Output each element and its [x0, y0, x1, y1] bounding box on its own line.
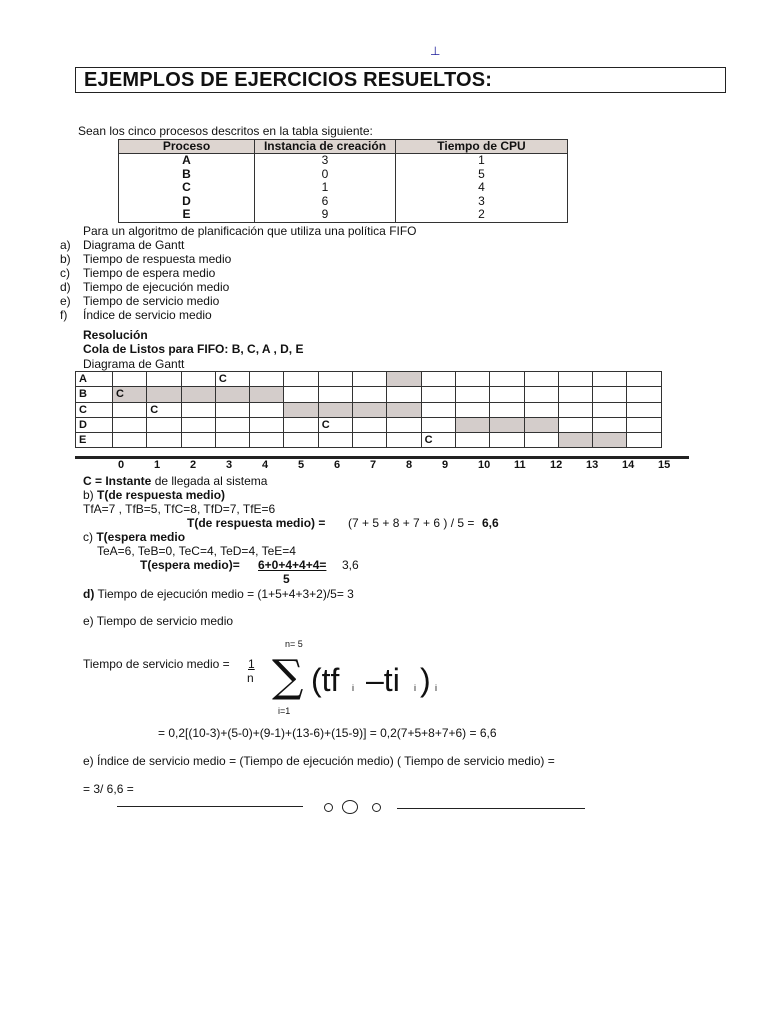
gantt-cell	[627, 433, 661, 448]
e-calc: = 0,2[(10-3)+(5-0)+(9-1)+(13-6)+(15-9)] = 0,2(7+5+8+7+6) = 6,6	[158, 726, 497, 740]
gantt-row	[76, 387, 662, 402]
gantt-cell	[524, 387, 558, 402]
gantt-axis-tick: 2	[190, 459, 197, 471]
e-lhs: Tiempo de servicio medio =	[83, 657, 230, 671]
gantt-cell	[215, 433, 249, 448]
gantt-cell	[113, 417, 147, 432]
gantt-execution-cell	[455, 417, 489, 432]
gantt-cell	[593, 402, 627, 417]
header-proceso: Proceso	[119, 140, 255, 154]
f-text: e) Índice de servicio medio = (Tiempo de ejecución medio) ( Tiempo de servicio medio) =	[83, 754, 555, 768]
b-values: TfA=7 , TfB=5, TfC=8, TfD=7, TfE=6	[83, 502, 276, 516]
process-table	[118, 139, 568, 223]
expr-open: (tf	[311, 662, 340, 698]
gantt-cell	[387, 417, 421, 432]
question-text: Tiempo de ejecución medio	[83, 280, 230, 294]
d-text: Tiempo de ejecución medio = (1+5+4+3+2)/5= 3	[94, 587, 354, 601]
footer-circle-small-right	[372, 803, 381, 812]
gantt-axis-tick: 15	[658, 459, 671, 471]
gantt-execution-cell	[490, 417, 524, 432]
gantt-row	[76, 433, 662, 448]
gantt-axis-tick: 0	[118, 459, 125, 471]
creation-instant-cell: 9	[255, 208, 396, 222]
expr-sub-i3: i	[435, 683, 437, 693]
question-text: Índice de servicio medio	[83, 308, 212, 322]
gantt-row-label: A	[76, 372, 113, 387]
gantt-axis-tick: 5	[298, 459, 305, 471]
gantt-cell	[353, 417, 387, 432]
gantt-cell	[250, 433, 284, 448]
gantt-cell	[353, 433, 387, 448]
gantt-cell	[593, 372, 627, 387]
title-box	[75, 67, 726, 93]
gantt-cell	[147, 433, 181, 448]
gantt-execution-cell	[524, 417, 558, 432]
gantt-arrival-mark: C	[318, 417, 352, 432]
gantt-cell	[490, 372, 524, 387]
legend-c	[83, 474, 267, 488]
gantt-cell	[284, 433, 318, 448]
gantt-cell	[387, 433, 421, 448]
b-heading	[83, 488, 225, 502]
e-title: e) Tiempo de servicio medio	[83, 614, 234, 628]
gantt-cell	[455, 402, 489, 417]
gantt-chart	[75, 371, 662, 448]
header-instancia: Instancia de creación	[255, 140, 396, 154]
gantt-cell	[147, 372, 181, 387]
gantt-cell	[147, 417, 181, 432]
process-table-row	[119, 168, 568, 182]
process-name-cell: A	[119, 154, 255, 168]
gantt-axis-tick: 7	[370, 459, 377, 471]
footer-circle-large	[342, 800, 358, 814]
expr-sub-i2: i	[414, 683, 416, 693]
gantt-cell	[421, 402, 455, 417]
gantt-cell	[558, 387, 592, 402]
c-values: TeA=6, TeB=0, TeC=4, TeD=4, TeE=4	[97, 544, 296, 558]
gantt-cell	[181, 402, 215, 417]
cpu-time-cell: 2	[396, 208, 568, 222]
gantt-cell	[181, 372, 215, 387]
gantt-execution-cell	[284, 402, 318, 417]
question-label: d)	[60, 280, 71, 294]
gantt-cell	[455, 433, 489, 448]
gantt-cell	[455, 387, 489, 402]
gantt-cell	[181, 433, 215, 448]
b-title: T(de respuesta medio)	[97, 488, 226, 502]
sigma-symbol: ∑	[272, 651, 304, 702]
gantt-cell	[284, 417, 318, 432]
gantt-cell	[250, 372, 284, 387]
gantt-axis-tick: 8	[406, 459, 413, 471]
gantt-cell	[593, 387, 627, 402]
d-line	[83, 587, 354, 601]
question-text: Tiempo de espera medio	[83, 266, 216, 280]
legend-c-bold: C = Instante	[83, 474, 152, 488]
d-label: d)	[83, 587, 95, 601]
footer-rule-right	[397, 808, 585, 809]
process-table-header	[119, 140, 568, 154]
gantt-row-label: E	[76, 433, 113, 448]
gantt-axis-tick: 13	[586, 459, 599, 471]
process-name-cell: C	[119, 181, 255, 195]
gantt-arrival-mark: C	[147, 402, 181, 417]
queue-line: Cola de Listos para FIFO: B, C, A , D, E	[83, 342, 304, 356]
question-text: Diagrama de Gantt	[83, 238, 185, 252]
gantt-cell	[387, 387, 421, 402]
gantt-axis-tick: 12	[550, 459, 563, 471]
gantt-cell	[558, 402, 592, 417]
gantt-cell	[421, 417, 455, 432]
gantt-row	[76, 402, 662, 417]
expr-sub-i1: i	[352, 683, 354, 693]
top-mark: ⊥	[430, 44, 441, 58]
gantt-axis-tick: 14	[622, 459, 635, 471]
gantt-cell	[113, 433, 147, 448]
gantt-cell	[353, 387, 387, 402]
gantt-row	[76, 417, 662, 432]
gantt-cell	[490, 402, 524, 417]
c-numerator: 6+0+4+4+4=	[258, 558, 327, 572]
sum-upper-limit: n= 5	[285, 639, 303, 649]
gantt-cell	[284, 387, 318, 402]
creation-instant-cell: 6	[255, 195, 396, 209]
gantt-execution-cell	[558, 433, 592, 448]
c-denominator: 5	[283, 572, 290, 586]
gantt-cell	[318, 387, 352, 402]
gantt-title: Diagrama de Gantt	[83, 357, 185, 371]
cpu-time-cell: 5	[396, 168, 568, 182]
header-tiempo-cpu: Tiempo de CPU	[396, 140, 568, 154]
process-table-row	[119, 154, 568, 168]
gantt-cell	[627, 387, 661, 402]
gantt-arrival-mark: C	[215, 372, 249, 387]
gantt-axis-tick: 9	[442, 459, 449, 471]
creation-instant-cell: 1	[255, 181, 396, 195]
gantt-arrival-mark: C	[421, 433, 455, 448]
c-heading	[83, 530, 185, 544]
question-label: e)	[60, 294, 71, 308]
cpu-time-cell: 3	[396, 195, 568, 209]
gantt-cell	[627, 402, 661, 417]
question-text: Tiempo de respuesta medio	[83, 252, 232, 266]
process-table-row	[119, 195, 568, 209]
question-label: a)	[60, 238, 71, 252]
creation-instant-cell: 3	[255, 154, 396, 168]
gantt-cell	[318, 433, 352, 448]
gantt-cell	[215, 417, 249, 432]
c-result: 3,6	[342, 558, 359, 572]
gantt-arrival-mark: C	[113, 387, 147, 402]
footer-rule-left	[117, 806, 303, 807]
fraction-n: n	[247, 671, 254, 685]
gantt-cell	[421, 372, 455, 387]
cpu-time-cell: 1	[396, 154, 568, 168]
gantt-execution-cell	[147, 387, 181, 402]
expr-minus-ti: –ti	[366, 662, 400, 698]
gantt-cell	[421, 387, 455, 402]
legend-c-rest: de llegada al sistema	[151, 474, 268, 488]
gantt-row-label: C	[76, 402, 113, 417]
gantt-cell	[284, 372, 318, 387]
c-formula-label: T(espera medio)=	[140, 558, 240, 572]
gantt-execution-cell	[181, 387, 215, 402]
gantt-cell	[524, 402, 558, 417]
gantt-row-label: B	[76, 387, 113, 402]
gantt-axis-tick: 10	[478, 459, 491, 471]
gantt-cell	[215, 402, 249, 417]
gantt-cell	[353, 372, 387, 387]
gantt-cell	[113, 372, 147, 387]
gantt-cell	[455, 372, 489, 387]
gantt-axis-tick: 3	[226, 459, 233, 471]
b-formula-label: T(de respuesta medio) =	[187, 516, 326, 530]
cpu-time-cell: 4	[396, 181, 568, 195]
resolution-heading: Resolución	[83, 328, 148, 342]
gantt-row-label: D	[76, 417, 113, 432]
gantt-execution-cell	[353, 402, 387, 417]
process-table-row	[119, 181, 568, 195]
gantt-cell	[524, 433, 558, 448]
question-label: b)	[60, 252, 71, 266]
gantt-cell	[250, 402, 284, 417]
gantt-cell	[490, 433, 524, 448]
gantt-cell	[627, 417, 661, 432]
gantt-execution-cell	[215, 387, 249, 402]
gantt-axis-tick: 6	[334, 459, 341, 471]
page-title: EJEMPLOS DE EJERCICIOS RESUELTOS:	[84, 69, 493, 91]
gantt-cell	[250, 417, 284, 432]
process-name-cell: B	[119, 168, 255, 182]
expr-close: )	[420, 662, 431, 698]
algorithm-line: Para un algoritmo de planificación que utiliza una política FIFO	[83, 224, 417, 238]
creation-instant-cell: 0	[255, 168, 396, 182]
gantt-cell	[318, 372, 352, 387]
gantt-cell	[524, 372, 558, 387]
sum-lower-limit: i=1	[278, 706, 291, 716]
fraction-one: 1	[248, 657, 255, 671]
question-label: f)	[60, 308, 68, 322]
gantt-row	[76, 372, 662, 387]
gantt-execution-cell	[593, 433, 627, 448]
question-text: Tiempo de servicio medio	[83, 294, 220, 308]
question-label: c)	[60, 266, 70, 280]
gantt-axis-tick: 1	[154, 459, 161, 471]
gantt-cell	[181, 417, 215, 432]
gantt-cell	[627, 372, 661, 387]
c-label: c)	[83, 530, 97, 544]
process-table-row	[119, 208, 568, 222]
gantt-axis-tick: 11	[514, 459, 526, 471]
gantt-cell	[558, 372, 592, 387]
process-name-cell: E	[119, 208, 255, 222]
gantt-cell	[490, 387, 524, 402]
gantt-cell	[113, 402, 147, 417]
footer-circle-small-left	[324, 803, 333, 812]
gantt-axis-tick: 4	[262, 459, 269, 471]
b-label: b)	[83, 488, 98, 502]
b-formula: (7 + 5 + 8 + 7 + 6 ) / 5 =	[348, 516, 475, 530]
f-calc: = 3/ 6,6 =	[83, 782, 134, 796]
gantt-execution-cell	[387, 402, 421, 417]
gantt-execution-cell	[250, 387, 284, 402]
process-name-cell: D	[119, 195, 255, 209]
gantt-cell	[593, 417, 627, 432]
b-result: 6,6	[482, 516, 499, 530]
c-title: T(espera medio	[96, 530, 186, 544]
gantt-cell	[558, 417, 592, 432]
gantt-execution-cell	[387, 372, 421, 387]
gantt-execution-cell	[318, 402, 352, 417]
intro-text: Sean los cinco procesos descritos en la tabla siguiente:	[78, 124, 373, 138]
